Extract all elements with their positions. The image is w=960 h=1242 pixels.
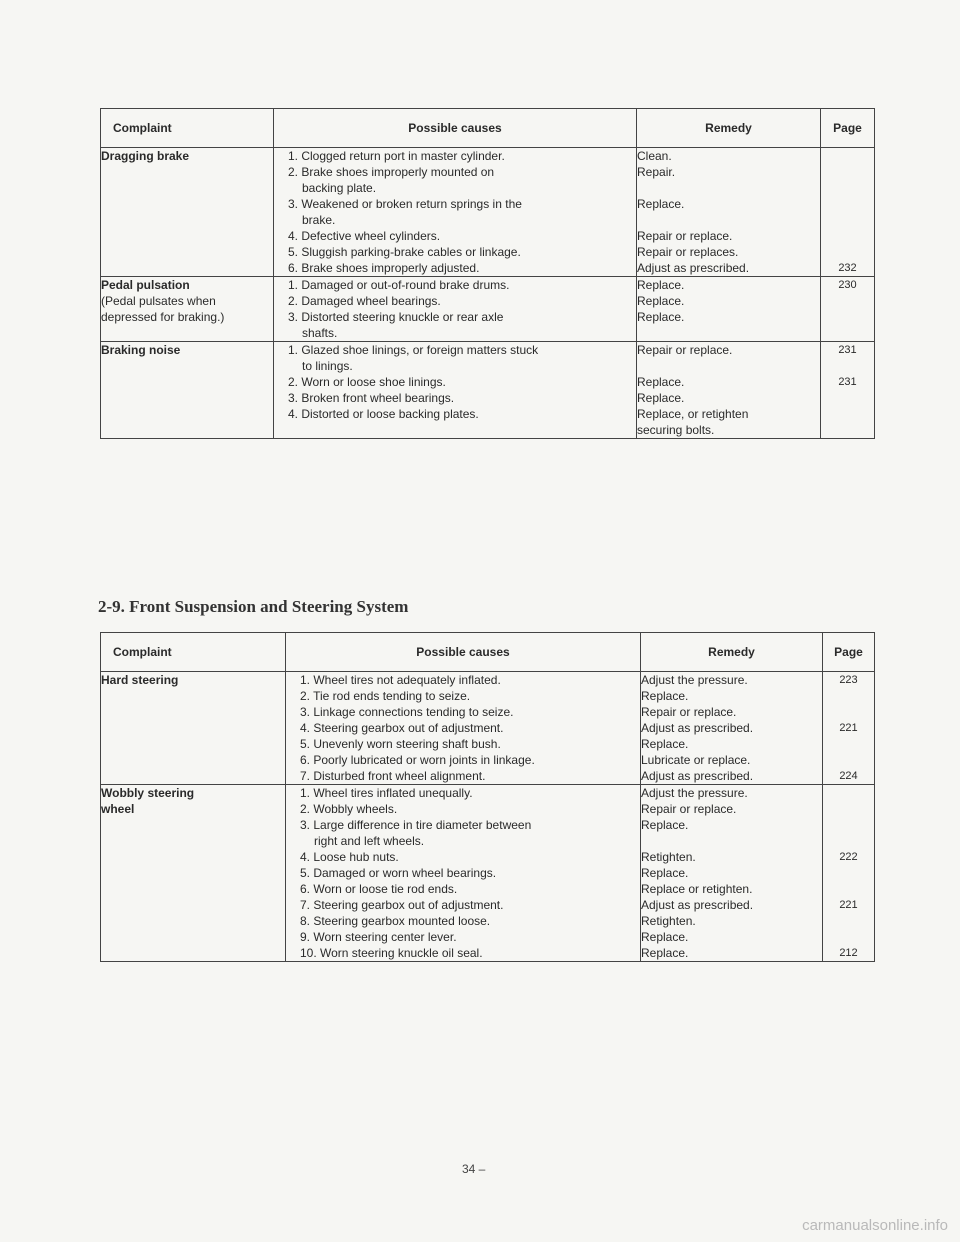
page-ref [821,390,874,406]
remedy-item: Lubricate or replace. [641,753,751,767]
remedy-item [637,325,820,341]
page-ref [823,833,874,849]
cause-item: 6. Worn or loose tie rod ends. [300,882,458,896]
remedy-cell [641,672,823,785]
header-complaint: Complaint [101,109,274,148]
header-page: Page [821,109,875,148]
cause-item: 1. Damaged or out-of-round brake drums. [288,278,510,292]
remedy-item: Replace. [641,737,689,751]
cause-item: 5. Unevenly worn steering shaft bush. [300,737,501,751]
cause-item: 2. Worn or loose shoe linings. [288,375,446,389]
page-ref [821,325,874,341]
remedy-item: Replace, or retighten [637,407,749,421]
cause-item: backing plate. [302,181,377,195]
remedy-item: Adjust as prescribed. [637,261,750,275]
remedy-item: Replace. [641,689,689,703]
cause-item: 2. Wobbly wheels. [300,802,398,816]
cause-item [288,422,636,438]
page-ref [823,688,874,704]
cause-item: 5. Sluggish parking-brake cables or linkage. [288,245,521,259]
cause-item: 2. Tie rod ends tending to seize. [300,689,471,703]
page-ref [823,736,874,752]
page-ref [823,881,874,897]
cause-item: to linings. [302,359,353,373]
page-ref [823,929,874,945]
complaint-title: Braking noise [101,343,181,357]
remedy-item: Retighten. [641,914,696,928]
page-ref [823,817,874,833]
remedy-item: Replace or retighten. [641,882,753,896]
complaint-group-row [101,672,875,785]
section-heading: 2-9. Front Suspension and Steering System [98,597,409,616]
remedy-item: Replace. [641,818,689,832]
cause-item: 3. Distorted steering knuckle or rear axle [288,310,504,324]
complaint-cell [101,277,274,342]
remedy-item [637,180,820,196]
remedy-item: Adjust the pressure. [641,786,748,800]
page-ref: 222 [839,851,858,863]
cause-item: 3. Broken front wheel bearings. [288,391,455,405]
cause-item: 10. Worn steering knuckle oil seal. [300,946,483,960]
complaint-title: Hard steering [101,673,179,687]
remedy-item: Replace. [637,278,685,292]
page-ref: 221 [839,899,858,911]
remedy-item [641,833,822,849]
complaint-cell [101,785,286,962]
page-ref: 221 [839,722,858,734]
remedy-item: securing bolts. [637,423,715,437]
remedy-item: Repair or replace. [641,802,737,816]
remedy-item: Repair or replaces. [637,245,739,259]
cause-item: 4. Distorted or loose backing plates. [288,407,479,421]
page-ref [821,148,874,164]
remedy-item: Repair or replace. [637,343,733,357]
page-ref: 232 [838,262,857,274]
cause-item: 1. Wheel tires not adequately inflated. [300,673,501,687]
remedy-item: Replace. [641,946,689,960]
cause-item: 5. Damaged or worn wheel bearings. [300,866,497,880]
remedy-cell [637,277,821,342]
complaint-cell [101,342,274,439]
remedy-item: Clean. [637,149,672,163]
cause-item: 4. Loose hub nuts. [300,850,399,864]
page-cell [823,785,875,962]
remedy-item: Repair or replace. [641,705,737,719]
header-causes: Possible causes [274,109,637,148]
complaint-subtitle: (Pedal pulsates when depressed for braking.) [101,294,225,324]
cause-item: 9. Worn steering center lever. [300,930,457,944]
header-remedy: Remedy [637,109,821,148]
table-header-row [101,633,875,672]
causes-cell [274,148,637,277]
page-ref [821,358,874,374]
remedy-item: Repair or replace. [637,229,733,243]
page-cell [821,277,875,342]
page-ref [823,785,874,801]
remedy-item: Replace. [637,375,685,389]
cause-item: shafts. [302,326,338,340]
header-causes: Possible causes [286,633,641,672]
complaint-group-row [101,148,875,277]
cause-item: 3. Large difference in tire diameter between [300,818,532,832]
remedy-item: Replace. [637,391,685,405]
remedy-item: Replace. [637,310,685,324]
remedy-cell [641,785,823,962]
complaint-cell [101,148,274,277]
complaint-title: Pedal pulsation [101,278,190,292]
cause-item: right and left wheels. [314,834,425,848]
page-ref [821,406,874,422]
page-cell [821,342,875,439]
complaint-group-row [101,277,875,342]
causes-cell [286,785,641,962]
cause-item: 8. Steering gearbox mounted loose. [300,914,491,928]
page-ref [821,422,874,438]
page-ref [821,180,874,196]
page-ref [821,212,874,228]
remedy-item [637,212,820,228]
page-cell [821,148,875,277]
remedy-item: Replace. [637,294,685,308]
remedy-item: Repair. [637,165,676,179]
page-ref [823,704,874,720]
page-ref: 230 [838,279,857,291]
page-ref: 231 [838,376,857,388]
causes-cell [274,342,637,439]
causes-cell [274,277,637,342]
cause-item: 7. Steering gearbox out of adjustment. [300,898,504,912]
complaint-title: Wobbly steering wheel [101,786,195,816]
complaint-title: Dragging brake [101,149,190,163]
cause-item: 3. Weakened or broken return springs in the [288,197,522,211]
header-complaint: Complaint [101,633,286,672]
cause-item: 2. Damaged wheel bearings. [288,294,441,308]
page-ref [821,228,874,244]
remedy-item: Replace. [641,866,689,880]
remedy-item [637,358,820,374]
brake-troubleshooting-table [100,108,875,439]
remedy-item: Replace. [637,197,685,211]
complaint-cell [101,672,286,785]
page-cell [823,672,875,785]
steering-troubleshooting-table [100,632,875,962]
cause-item: brake. [302,213,336,227]
page-ref [821,196,874,212]
remedy-item: Adjust as prescribed. [641,898,754,912]
remedy-item: Replace. [641,930,689,944]
page-ref [823,865,874,881]
page-ref: 231 [838,344,857,356]
page-ref [823,801,874,817]
complaint-group-row [101,785,875,962]
cause-item: 1. Glazed shoe linings, or foreign matters stuck [288,343,539,357]
cause-item: 3. Linkage connections tending to seize. [300,705,514,719]
remedy-item: Adjust as prescribed. [641,769,754,783]
page-ref: 212 [839,947,858,959]
page-ref [821,164,874,180]
remedy-cell [637,148,821,277]
remedy-item: Retighten. [641,850,696,864]
header-remedy: Remedy [641,633,823,672]
page-ref: 223 [839,674,858,686]
watermark: carmanualsonline.info [802,1217,948,1234]
page-number: 34 – [462,1162,486,1176]
cause-item: 7. Disturbed front wheel alignment. [300,769,486,783]
cause-item: 2. Brake shoes improperly mounted on [288,165,495,179]
remedy-item: Adjust the pressure. [641,673,748,687]
page-ref [821,293,874,309]
complaint-group-row [101,342,875,439]
page-ref [821,309,874,325]
remedy-cell [637,342,821,439]
table-header-row [101,109,875,148]
causes-cell [286,672,641,785]
cause-item: 1. Wheel tires inflated unequally. [300,786,473,800]
page-ref [823,913,874,929]
cause-item: 4. Steering gearbox out of adjustment. [300,721,504,735]
header-page: Page [823,633,875,672]
page-ref [821,244,874,260]
page-ref [823,752,874,768]
cause-item: 4. Defective wheel cylinders. [288,229,441,243]
cause-item: 6. Brake shoes improperly adjusted. [288,261,480,275]
cause-item: 6. Poorly lubricated or worn joints in linkage. [300,753,535,767]
page-ref: 224 [839,770,858,782]
remedy-item: Adjust as prescribed. [641,721,754,735]
cause-item: 1. Clogged return port in master cylinder. [288,149,505,163]
